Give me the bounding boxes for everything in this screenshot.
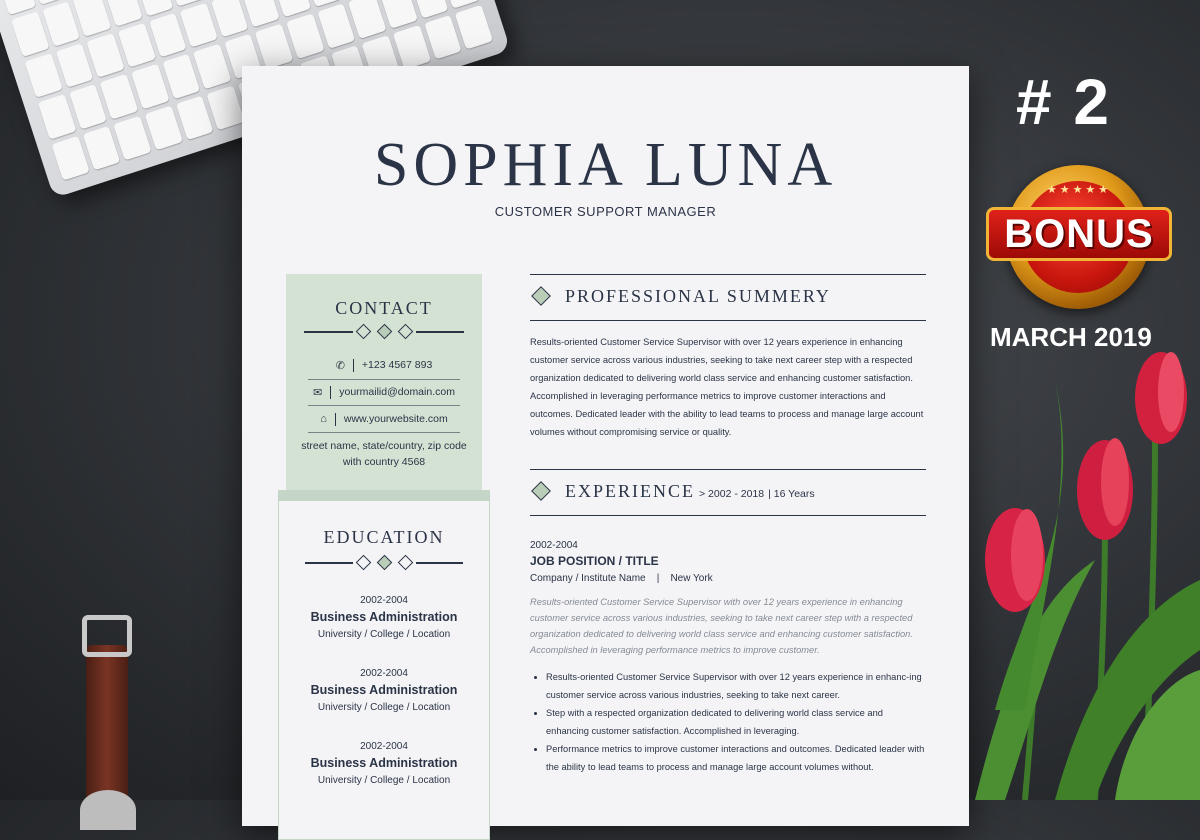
release-date: MARCH 2019 (990, 322, 1152, 352)
contact-website: www.yourwebsite.com (343, 413, 448, 425)
job-bullet: • Step with a respected organization dedicated to delivering world class service and enhancing customer satisfaction. Accomplished in leveraging. (546, 704, 926, 740)
job-position: JOB POSITION / TITLE (530, 554, 659, 568)
education-years: 2002-2004 (360, 741, 408, 752)
education-item (279, 595, 489, 640)
main-column (530, 274, 926, 776)
ornament-divider (305, 557, 463, 568)
experience-heading: EXPERIENCE (565, 481, 695, 501)
education-school: University / College / Location (317, 629, 451, 640)
contact-website-row (308, 406, 460, 432)
experience-duration: | 16 Years (768, 488, 815, 500)
job-bullets (530, 668, 926, 776)
job-entry (530, 540, 926, 776)
job-bullet: • Results-oriented Customer Service Supervisor with over 12 years experience in enhanc-ing customer service across various industries, seeking to take next career. (546, 668, 926, 704)
education-years: 2002-2004 (360, 668, 408, 679)
diamond-icon (531, 481, 551, 501)
contact-email: yourmailid@domain.com (339, 386, 455, 398)
job-years: 2002-2004 (530, 540, 578, 551)
experience-header (530, 469, 926, 516)
education-panel (278, 500, 490, 840)
resume-page (242, 66, 969, 826)
bonus-badge: ★★★★★ BONUS (986, 163, 1172, 311)
contact-panel (286, 274, 482, 496)
education-degree: Business Administration (310, 610, 458, 624)
address-line-2: with country 4568 (342, 456, 426, 468)
education-years: 2002-2004 (360, 595, 408, 606)
diamond-icon (531, 286, 551, 306)
summary-heading: PROFESSIONAL SUMMERY (565, 286, 831, 306)
job-description: Results-oriented Customer Service Supervisor with over 12 years experience in enhancing customer service across various industries, seeking to take next career step with a respected organization dedicated to delivering world class service and enhancing customer satisfaction. Accomplished in leveraging performance metrics to improve customer. (530, 597, 913, 655)
education-heading: EDUCATION (323, 527, 445, 547)
home-icon: ⌂ (320, 413, 327, 425)
panel-tab (278, 490, 490, 500)
watch-prop (78, 615, 140, 815)
address-line-1: street name, state/country, zip code (301, 440, 467, 452)
contact-phone-row (308, 352, 460, 378)
experience-range: > 2002 - 2018 (699, 488, 765, 500)
template-number: # 2 (1016, 66, 1111, 138)
tulips-illustration (965, 350, 1200, 800)
job-bullet: • Performance metrics to improve customer interactions and outcomes. Dedicated leader with the ability to lead teams to process and manage large account volumes without. (546, 740, 926, 776)
education-degree: Business Administration (310, 683, 458, 697)
contact-phone: +123 4567 893 (361, 359, 433, 371)
candidate-title: CUSTOMER SUPPORT MANAGER (494, 204, 717, 219)
ornament-divider (304, 326, 464, 337)
job-company: Company / Institute Name (530, 573, 646, 584)
education-item (279, 668, 489, 713)
education-school: University / College / Location (317, 775, 451, 786)
bonus-label: BONUS (1004, 211, 1154, 256)
job-location: New York (670, 573, 713, 584)
contact-email-row (308, 379, 460, 405)
job-company-line: Company / Institute Name | New York (530, 573, 713, 584)
education-degree: Business Administration (310, 756, 458, 770)
candidate-name: SOPHIA LUNA (373, 131, 838, 199)
contact-address (296, 438, 472, 470)
education-item (279, 741, 489, 786)
education-school: University / College / Location (317, 702, 451, 713)
envelope-icon: ✉ (313, 386, 323, 399)
summary-text: Results-oriented Customer Service Supervisor with over 12 years experience in enhancing customer service across various industries, seeking to take next career step with a respected organization dedicated to delivering world class service and enhancing customer satisfaction. Accomplished in leveraging performance metrics to improve customer interactions and outcomes. Dedicated leader with the ability to lead teams to process and manage large account volumes without compromising service or quality. (530, 337, 924, 437)
contact-heading: CONTACT (335, 298, 433, 318)
summary-header (530, 274, 926, 321)
experience-heading-wrap (565, 481, 815, 502)
phone-icon: ✆ (335, 359, 345, 372)
